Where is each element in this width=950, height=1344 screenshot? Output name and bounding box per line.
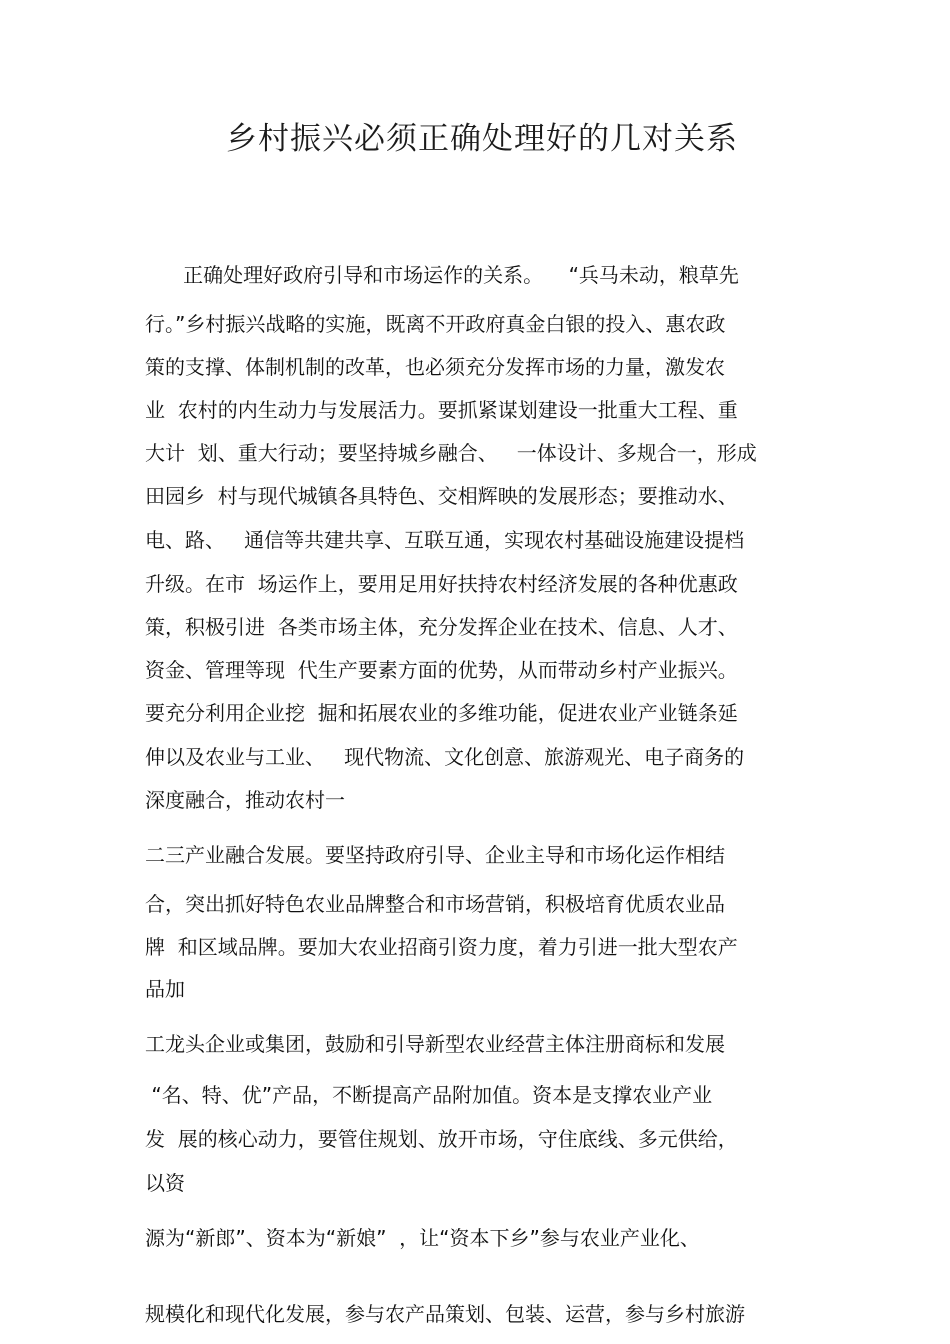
paragraph-line: 业 农村的内生动力与发展活力。要抓紧谋划建设一批重大工程、重 — [145, 398, 738, 422]
document-title: 乡村振兴必须正确处理好的几对关系 — [226, 121, 738, 157]
paragraph-line: 资金、管理等现 代生产要素方面的优势，从而带动乡村产业振兴。 — [145, 658, 738, 682]
paragraph-line: “名、特、优”产品，不断提高产品附加值。资本是支撑农业产业 — [145, 1083, 713, 1107]
paragraph-line: 大计 划、重大行动；要坚持城乡融合、 一体设计、多规合一，形成 — [145, 441, 757, 465]
paragraph-line: 伸以及农业与工业、 现代物流、文化创意、旅游观光、电子商务的 — [145, 745, 745, 769]
paragraph-line: 二三产业融合发展。要坚持政府引导、企业主导和市场化运作相结 — [145, 843, 725, 867]
paragraph-line: 工龙头企业或集团，鼓励和引导新型农业经营主体注册商标和发展 — [145, 1032, 725, 1056]
paragraph-line: 品加 — [145, 977, 185, 1001]
paragraph-line: 田园乡 村与现代城镇各具特色、交相辉映的发展形态；要推动水、 — [145, 484, 738, 508]
paragraph-line: 以资 — [145, 1171, 185, 1195]
paragraph-line: 行。”乡村振兴战略的实施，既离不开政府真金白银的投入、惠农政 — [145, 312, 726, 336]
paragraph-line: 策的支撑、体制机制的改革，也必须充分发挥市场的力量，激发农 — [145, 355, 725, 379]
paragraph-line: 牌 和区域品牌。要加大农业招商引资力度，着力引进一批大型农产 — [145, 935, 738, 959]
paragraph-line: 源为“新郎”、资本为“新娘” ，让“资本下乡”参与农业产业化、 — [145, 1226, 700, 1250]
paragraph-line: 发 展的核心动力，要管住规划、放开市场，守住底线、多元供给， — [145, 1127, 738, 1151]
paragraph-line: 正确处理好政府引导和市场运作的关系。 “兵马未动，粮草先 — [145, 263, 739, 287]
paragraph-line: 合，突出抓好特色农业品牌整合和市场营销，积极培育优质农业品 — [145, 892, 725, 916]
paragraph-line: 升级。在市 场运作上，要用足用好扶持农村经济发展的各种优惠政 — [145, 572, 738, 596]
paragraph-line: 要充分利用企业挖 掘和拓展农业的多维功能，促进农业产业链条延 — [145, 701, 738, 725]
paragraph-line: 规模化和现代化发展，参与农产品策划、包装、运营，参与乡村旅游 — [145, 1302, 745, 1326]
paragraph-line: 深度融合，推动农村一 — [145, 788, 345, 812]
paragraph-line: 策，积极引进 各类市场主体，充分发挥企业在技术、信息、人才、 — [145, 615, 738, 639]
paragraph-line: 电、路、 通信等共建共享、互联互通，实现农村基础设施建设提档 — [145, 528, 745, 552]
